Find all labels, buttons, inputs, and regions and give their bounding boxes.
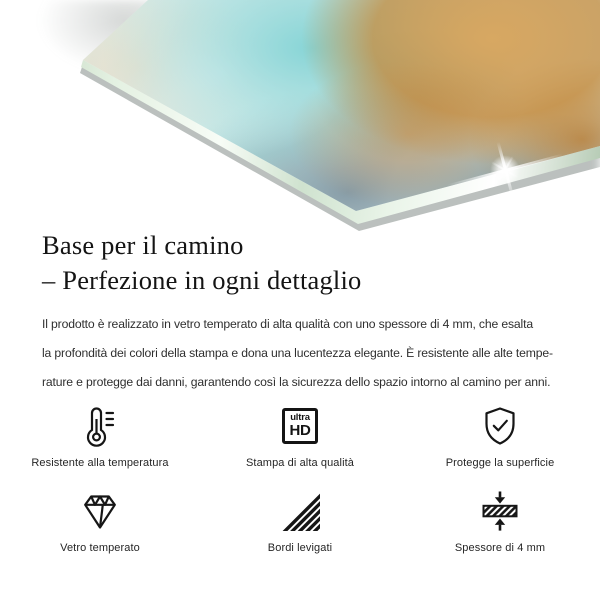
product-text-section [42, 228, 567, 397]
feature-item [200, 402, 400, 470]
feature-label: Spessore di 4 mm [454, 542, 546, 554]
icon-slot [278, 487, 322, 534]
feature-label: Resistente alla temperatura [31, 457, 169, 469]
description-line: rature e protegge dai danni, garantendo così la sicurezza dello spazio intorno al camino per anni. [42, 375, 551, 389]
page-title [42, 228, 567, 298]
feature-item [400, 487, 600, 555]
thickness-icon [478, 489, 522, 533]
beveled-edges-icon [278, 489, 322, 533]
ultra-hd-badge-top: ultra [290, 412, 310, 423]
product-description [42, 310, 567, 397]
feature-item [0, 487, 200, 555]
ultra-hd-badge-bottom: HD [289, 422, 311, 439]
shield-check-icon [478, 404, 522, 448]
title-line-1: Base per il camino [42, 230, 244, 260]
thermometer-icon [78, 404, 122, 448]
feature-label: Protegge la superficie [445, 457, 555, 469]
feature-item [400, 402, 600, 470]
icon-slot [478, 487, 522, 534]
feature-label: Vetro temperato [60, 542, 140, 554]
ultra-hd-icon [282, 408, 318, 444]
product-image [0, 0, 600, 240]
diamond-icon [78, 489, 122, 533]
icon-slot [78, 402, 122, 449]
feature-item [0, 402, 200, 470]
description-line: la profondità dei colori della stampa e dona una lucentezza elegante. È resistente alle alte tempe- [42, 346, 553, 360]
feature-label: Stampa di alta qualità [246, 457, 354, 469]
features-grid [0, 402, 600, 555]
icon-slot [478, 402, 522, 449]
feature-label: Bordi levigati [267, 542, 333, 554]
description-line: Il prodotto è realizzato in vetro temperato di alta qualità con uno spessore di 4 mm, che esalta [42, 317, 533, 331]
feature-item [200, 487, 400, 555]
icon-slot [78, 487, 122, 534]
icon-slot [282, 402, 318, 449]
title-line-2: – Perfezione in ogni dettaglio [42, 265, 362, 295]
